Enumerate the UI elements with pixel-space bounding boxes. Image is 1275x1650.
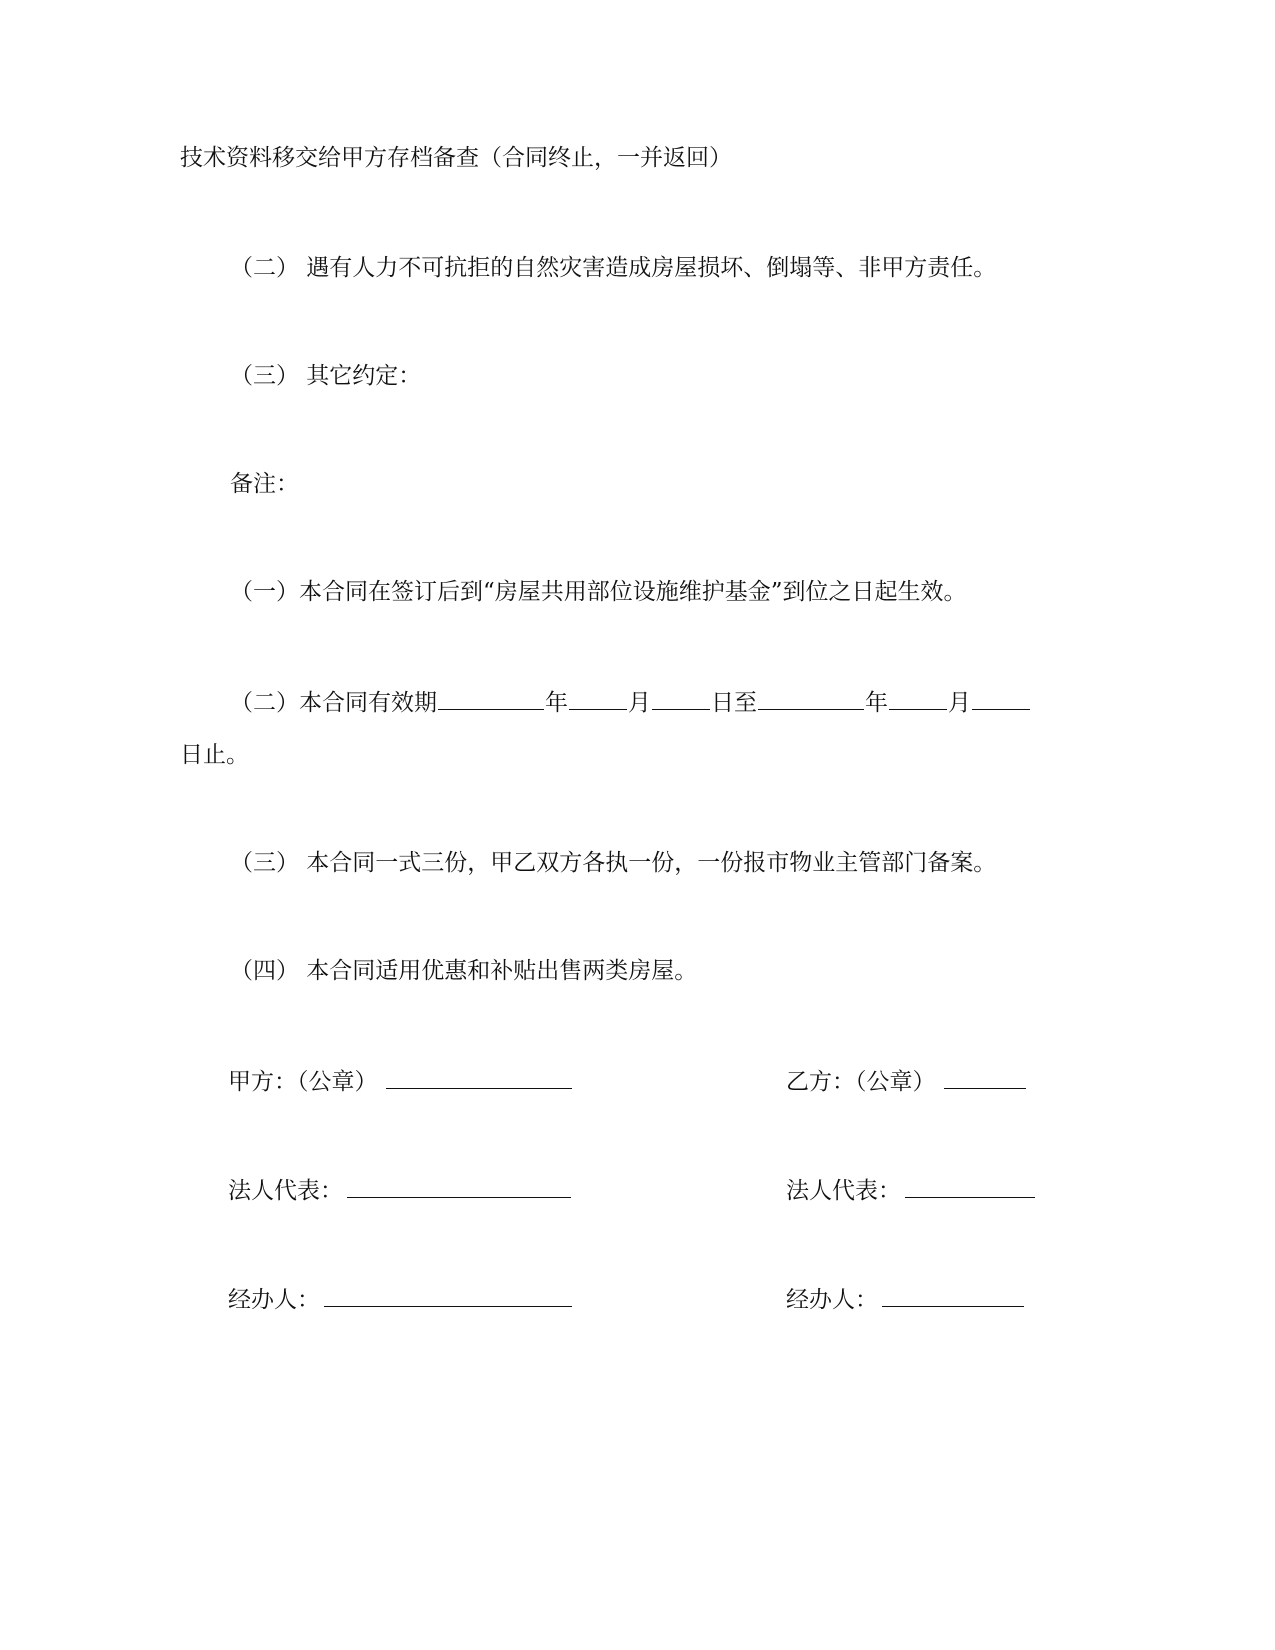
party-a-seal-row: [228, 1064, 573, 1097]
party-a-agent-blank[interactable]: [324, 1282, 572, 1307]
party-b-seal-blank[interactable]: [944, 1064, 1026, 1089]
remark-effective-date: （一）本合同在签订后到“房屋共用部位设施维护基金”到位之日起生效。: [230, 579, 967, 605]
validity-suffix: 日止。: [180, 742, 249, 768]
party-b-agent-blank[interactable]: [882, 1282, 1024, 1307]
start-month-blank[interactable]: [569, 685, 627, 710]
party-b-legal-rep-label: 法人代表：: [786, 1178, 901, 1204]
month-label-2: 月: [948, 690, 971, 716]
party-b-seal-row: [786, 1064, 1027, 1097]
party-b-legal-rep-blank[interactable]: [905, 1173, 1035, 1198]
party-a-legal-rep-blank[interactable]: [347, 1173, 571, 1198]
party-a-seal-label: 甲方：（公章）: [228, 1069, 378, 1095]
year-label-1: 年: [545, 690, 568, 716]
remark-applicable-housing: （四） 本合同适用优惠和补贴出售两类房屋。: [230, 958, 698, 984]
start-day-blank[interactable]: [652, 685, 710, 710]
remarks-heading: 备注：: [230, 471, 299, 497]
party-b-agent-row: [786, 1282, 1025, 1315]
start-year-blank[interactable]: [438, 685, 544, 710]
month-label-1: 月: [628, 690, 651, 716]
clause-other-agreements: （三） 其它约定：: [230, 363, 422, 389]
party-a-legal-rep-row: [228, 1173, 572, 1206]
year-label-2: 年: [865, 690, 888, 716]
validity-prefix: （二）本合同有效期: [230, 690, 437, 716]
party-b-seal-label: 乙方：（公章）: [786, 1069, 936, 1095]
day-to-label: 日至: [711, 690, 757, 716]
end-year-blank[interactable]: [758, 685, 864, 710]
end-month-blank[interactable]: [889, 685, 947, 710]
party-b-agent-label: 经办人：: [786, 1287, 878, 1313]
party-a-seal-blank[interactable]: [386, 1064, 572, 1089]
party-a-agent-row: [228, 1282, 573, 1315]
party-a-agent-label: 经办人：: [228, 1287, 320, 1313]
paragraph-technical-docs: 技术资料移交给甲方存档备查（合同终止，一并返回）: [180, 145, 732, 171]
remark-validity-period: [230, 685, 1031, 718]
party-b-legal-rep-row: [786, 1173, 1036, 1206]
end-day-blank[interactable]: [972, 685, 1030, 710]
party-a-legal-rep-label: 法人代表：: [228, 1178, 343, 1204]
clause-force-majeure: （二） 遇有人力不可抗拒的自然灾害造成房屋损坏、倒塌等、非甲方责任。: [230, 255, 997, 281]
remark-copies: （三） 本合同一式三份，甲乙双方各执一份，一份报市物业主管部门备案。: [230, 850, 997, 876]
